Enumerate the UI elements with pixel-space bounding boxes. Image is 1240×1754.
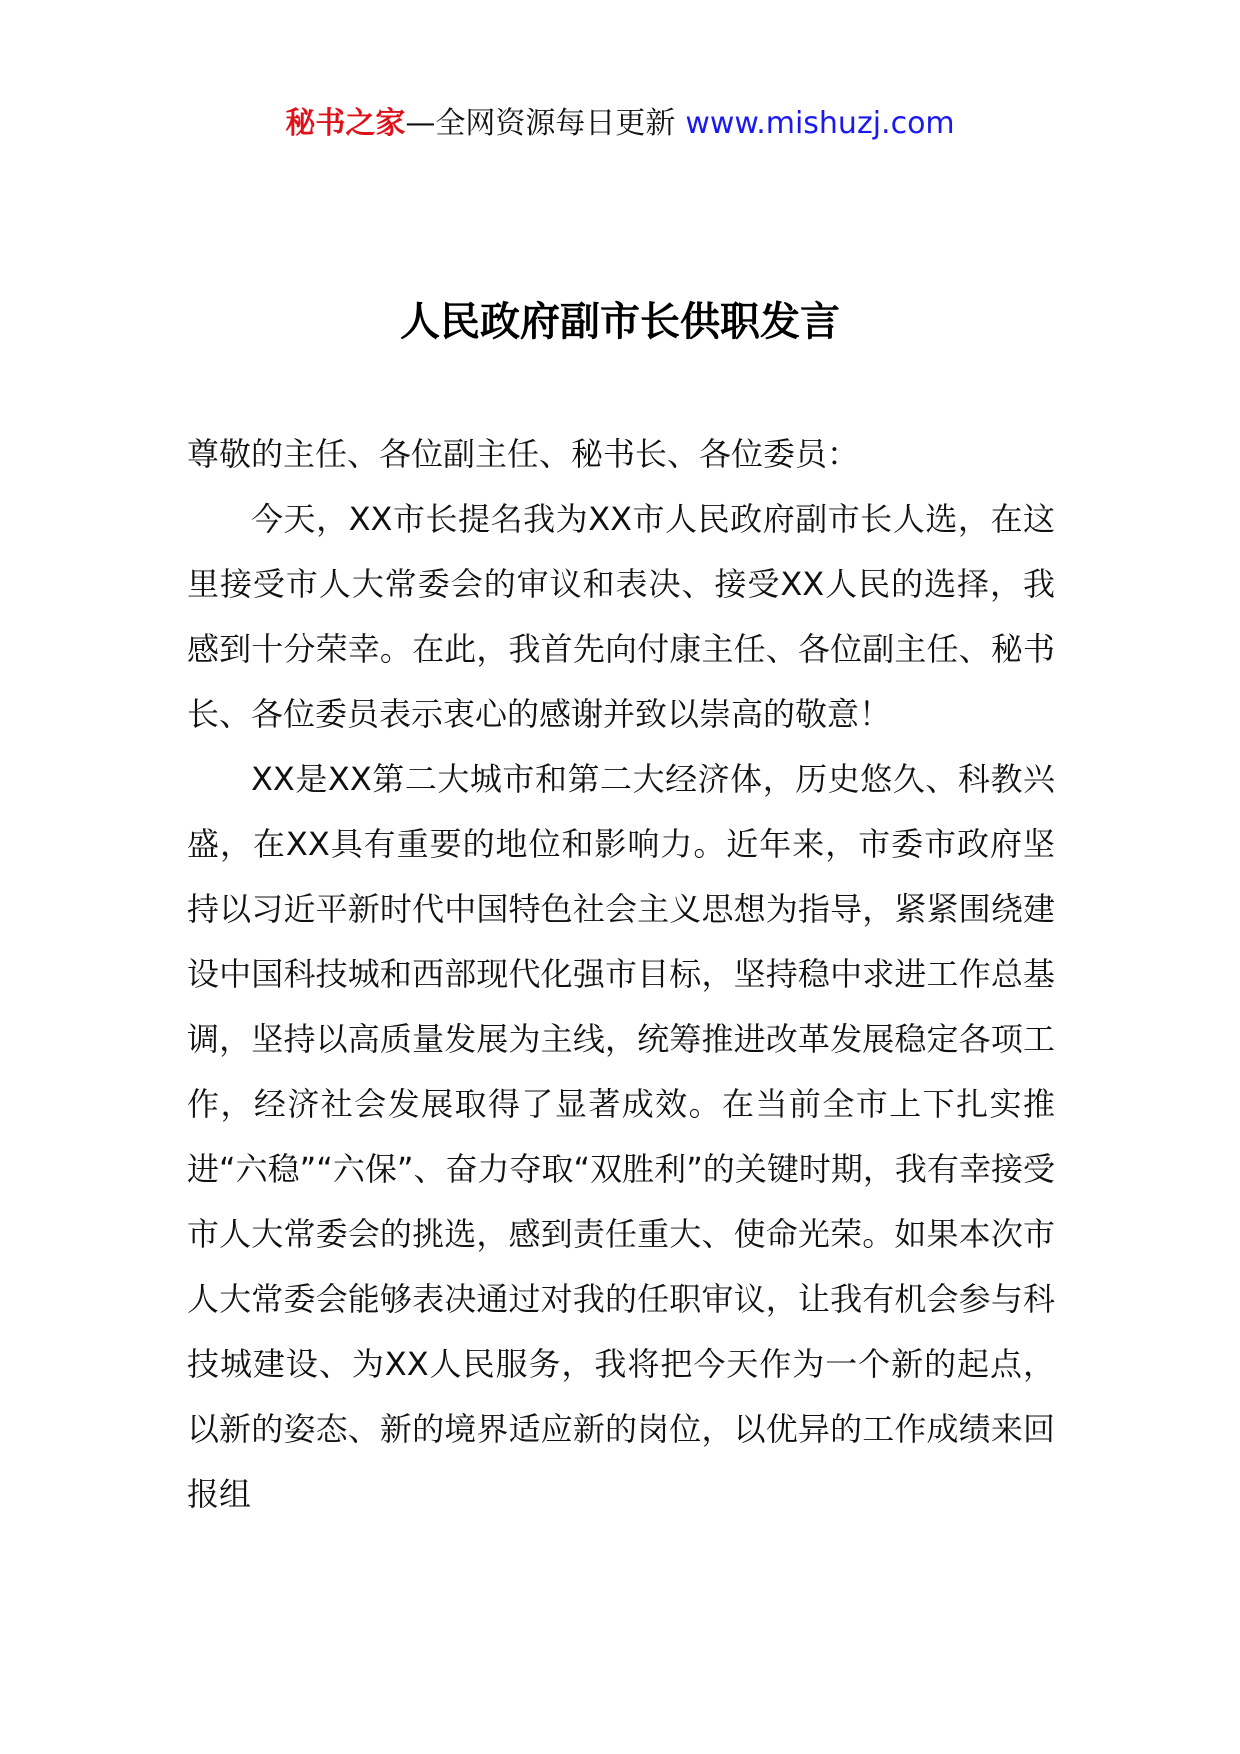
document-body [187,422,1055,1527]
salutation: 尊敬的主任、各位副主任、秘书长、各位委员： [187,435,860,473]
site-url-link[interactable]: www.mishuzj.com [685,106,955,141]
header-tagline: —全网资源每日更新 [405,106,676,141]
paragraph-1: 今天，XX市长提名我为XX市人民政府副市长人选，在这里接受市人大常委会的审议和表决、接受XX人民的选择，我感到十分荣幸。在此，我首先向付康主任、各位副主任、秘书长、各位委员表示衷心的感谢并致以崇高的敬意！ [187,500,1055,733]
brand-name: 秘书之家 [285,106,406,141]
paragraph-2: XX是XX第二大城市和第二大经济体，历史悠久、科教兴盛，在XX具有重要的地位和影响力。近年来，市委市政府坚持以习近平新时代中国特色社会主义思想为指导，紧紧围绕建设中国科技城和西部现代化强市目标，坚持稳中求进工作总基调，坚持以高质量发展为主线，统筹推进改革发展稳定各项工作，经济社会发展取得了显著成效。在当前全市上下扎实推进“六稳”“六保”、奋力夺取“双胜利”的关键时期，我有幸接受市人大常委会的挑选，感到责任重大、使命光荣。如果本次市人大常委会能够表决通过对我的任职审议，让我有机会参与科技城建设、为XX人民服务，我将把今天作为一个新的起点，以新的姿态、新的境界适应新的岗位，以优异的工作成绩来回报组 [187,760,1055,1513]
page-header [0,102,1240,146]
document-title: 人民政府副市长供职发言 [400,299,840,345]
